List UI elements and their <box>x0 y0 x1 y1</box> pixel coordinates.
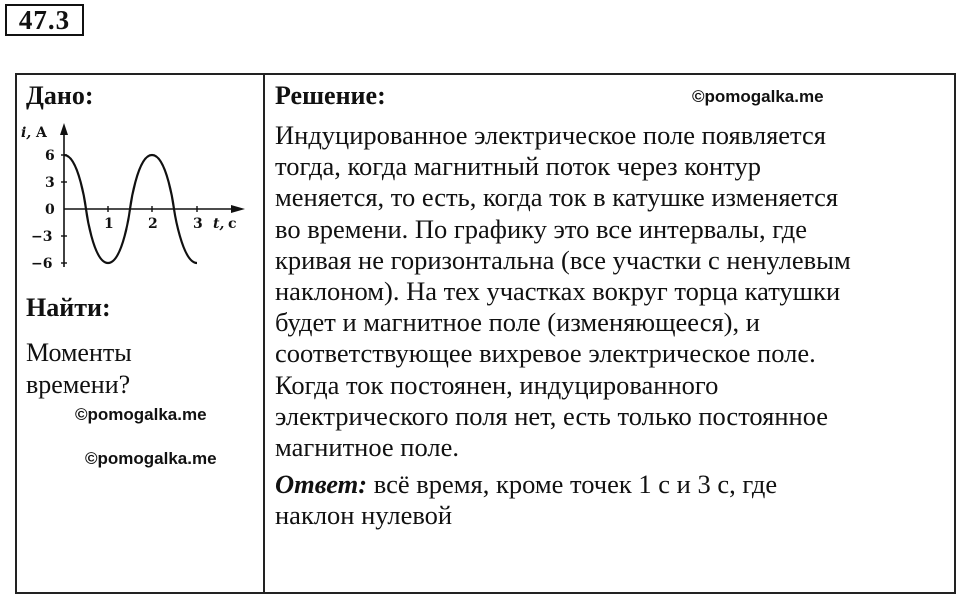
svg-text:6: 6 <box>45 148 55 164</box>
x-axis-label: t, <box>213 216 225 232</box>
find-heading: Найти: <box>26 293 111 322</box>
given-column <box>17 75 263 592</box>
watermark: ©pomogalka.me <box>85 449 217 468</box>
svg-text:A: A <box>36 125 47 141</box>
watermark: ©pomogalka.me <box>75 405 207 424</box>
current-graph <box>17 117 247 277</box>
answer-label: Ответ: <box>275 469 368 500</box>
given-heading: Дано: <box>26 81 94 110</box>
svg-text:3: 3 <box>193 216 203 232</box>
solution-heading: Решение: <box>275 81 386 110</box>
svg-text:c: c <box>228 216 237 232</box>
svg-text:2: 2 <box>148 216 158 232</box>
svg-text:0: 0 <box>45 202 55 218</box>
solution-table <box>15 73 956 594</box>
solution-column <box>265 75 954 592</box>
find-text: Моменты времени? <box>26 338 132 399</box>
svg-text:−6: −6 <box>31 256 53 272</box>
y-axis-label: i, <box>21 125 32 141</box>
solution-text: Индуцированное электрическое поле появляется тогда, когда магнитный поток через контур меняется, то есть, когда ток в катушке изменяется во времени. По графику это все интервалы, где кривая не горизонтальна (все участки с ненулевым наклоном). На тех участках вокруг торца катушки будет и магнитное поле (изменяющееся), и соответствующее вихревое электрическое поле. Когда ток постоянен, индуцированного электрического поля нет, есть только постоянное магнитное поле. Ответ: всё время, кроме точек 1 с и 3 с, где наклон нулевой <box>275 120 945 532</box>
watermark: ©pomogalka.me <box>692 87 824 106</box>
svg-text:3: 3 <box>45 175 55 191</box>
svg-text:−3: −3 <box>31 229 53 245</box>
svg-text:1: 1 <box>104 216 114 232</box>
problem-number: 47.3 <box>5 4 84 36</box>
answer: Ответ: всё время, кроме точек 1 с и 3 с, где <box>275 469 778 500</box>
